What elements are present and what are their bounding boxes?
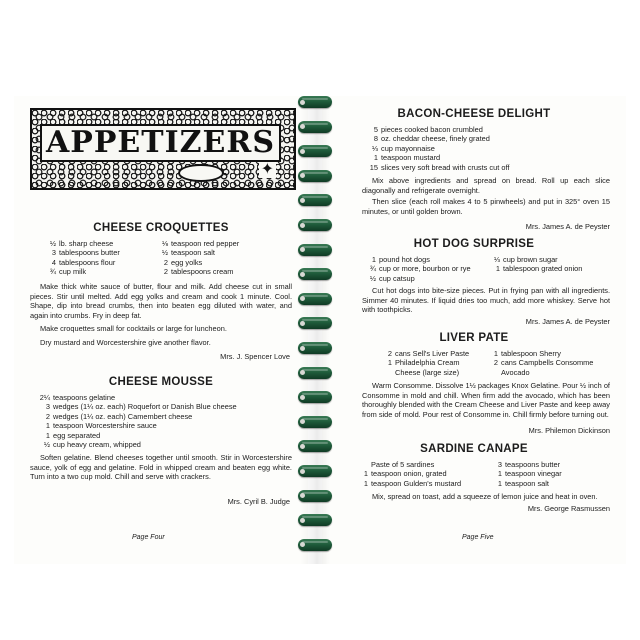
recipe-title-bacon-cheese-delight: BACON-CHEESE DELIGHT: [397, 108, 551, 120]
punch-hole: [300, 395, 305, 400]
punch-hole: [300, 321, 305, 326]
mousse-instructions: Soften gelatine. Blend cheeses together until smooth. Stir in Worcestershire sauce, yolk of egg and gelatine. Fold in whipped cream and beaten egg white. Turn into a two cup mold. Chill and serve with crackers.: [30, 453, 292, 482]
hotdog-instructions: Cut hot dogs into bite-size pieces. Put in frying pan with all ingredients. Simmer 40 minutes. If liquid dries too much, add more whiskey. Serve hot with toothpicks.: [362, 286, 610, 315]
ingredient: ½ lb. sharp cheese: [49, 239, 114, 248]
hotdog-ingredients-col2: [492, 255, 582, 274]
bacon-instructions: Mix above ingredients and spread on bread. Roll up each slice diagonally and refrigerate overnight.: [362, 176, 610, 195]
ingredient: 1 teaspoon salt: [497, 478, 549, 488]
spiral-binding: [298, 90, 334, 570]
croquettes-ingredients-col2: [160, 239, 239, 277]
punch-hole: [300, 469, 305, 474]
left-page: [14, 96, 308, 564]
punch-hole: [300, 444, 305, 449]
punch-hole: [300, 223, 305, 228]
recipe-signature: Mrs. Cyril B. Judge: [227, 497, 290, 506]
ingredient: 2 cans Campbells Consomme: [493, 358, 594, 368]
ingredient: 2 cans Sell's Liver Paste: [387, 349, 470, 358]
right-page: [322, 96, 626, 564]
ingredient: 1 teaspoon Gulden's mustard: [363, 478, 462, 488]
ingredient: 3 wedges (1¼ oz. each) Roquefort or Danish Blue cheese: [45, 402, 237, 412]
bacon-ingredients: [368, 125, 509, 172]
ingredient: ⅓ cup mayonnaise: [371, 143, 435, 153]
ingredient: 3 tablespoons butter: [51, 248, 120, 258]
recipe-title-liver-pate: LIVER PATE: [439, 332, 509, 344]
ingredient: 3 teaspoons butter: [497, 460, 561, 469]
ingredient: Cheese (large size): [395, 367, 460, 377]
recipe-signature: Mrs. George Rasmussen: [527, 504, 610, 513]
hotdog-ingredients-col1: [368, 255, 471, 283]
punch-hole: [300, 272, 305, 277]
ingredient: ½ cup heavy cream, whipped: [43, 440, 141, 450]
ingredient: 2 wedges (1¼ oz. each) Camembert cheese: [45, 411, 193, 421]
recipe-signature: Mrs. Philemon Dickinson: [528, 426, 610, 435]
ingredient: 8 oz. cheddar cheese, finely grated: [373, 134, 490, 144]
ingredient: ⅓ cup brown sugar: [493, 255, 558, 264]
ingredient: 1 teaspoon vinegar: [497, 469, 562, 479]
liverpate-instructions: Warm Consomme. Dissolve 1½ packages Knox Gelatine. Pour ½ inch of Consomme in mold and chill. When firm add the avocado, which has been thoroughly blended with the Cream Cheese and Liver Paste and keep away from side of mold. Pour rest of Consomme in. Chill firmly before turning out.: [362, 381, 610, 419]
ingredient: 1 Philadelphia Cream: [387, 358, 460, 368]
ingredient: 1 tablespoon grated onion: [495, 264, 583, 274]
recipe-title-sardine-canape: SARDINE CANAPE: [420, 443, 528, 455]
punch-hole: [300, 518, 305, 523]
ingredient: 1 teaspoon mustard: [373, 153, 441, 163]
croquettes-note: Make croquettes small for cocktails or large for luncheon.: [40, 324, 227, 333]
croquettes-ingredients-col1: [46, 239, 120, 277]
appetizers-banner: [30, 108, 296, 190]
mousse-ingredients: [36, 393, 237, 449]
page-number: Page Four: [132, 534, 165, 541]
sardine-ingredients-col2: [496, 460, 562, 488]
banner-title: APPETIZERS: [40, 124, 281, 162]
recipe-title-hot-dog-surprise: HOT DOG SURPRISE: [413, 238, 535, 250]
ingredient: 1 pound hot dogs: [371, 255, 430, 264]
candle-decoration-icon: ✦: [260, 161, 274, 178]
ingredient: Paste of 5 sardines: [371, 460, 435, 469]
ingredient: 1 egg separated: [45, 430, 101, 440]
recipe-title-cheese-mousse: CHEESE MOUSSE: [108, 376, 214, 388]
recipe-signature: Mrs. James A. de Peyster: [525, 317, 610, 326]
ingredient: 1 teaspoon Worcestershire sauce: [45, 421, 157, 431]
sardine-instructions: Mix, spread on toast, add a squeeze of lemon juice and heat in oven.: [372, 492, 598, 501]
ingredient: 2 egg yolks: [163, 257, 203, 267]
liverpate-ingredients-col2: [490, 349, 593, 377]
ingredient: 2¼ teaspoons gelatine: [39, 393, 116, 402]
croquettes-instructions: Make thick white sauce of butter, flour and milk. Add cheese cut in small pieces. Stir until melted. Add egg yolks and cream and cook 1 minute. Cool. Shape, dip into bread crumbs, then into beaten egg diluted with water, and again into crumbs. Fry in deep fat.: [30, 282, 292, 320]
punch-hole: [300, 346, 305, 351]
croquettes-note: Dry mustard and Worcestershire give another flavor.: [40, 338, 211, 347]
sardine-ingredients-col1: [362, 460, 461, 488]
ingredient: ⅛ teaspoon red pepper: [161, 239, 240, 248]
plate-illustration-icon: [178, 164, 224, 182]
ingredient: 2 tablespoons cream: [163, 267, 234, 277]
bacon-instructions: Then slice (each roll makes 4 to 5 pinwheels) and put in 325° oven 15 minutes, or until golden brown.: [362, 197, 610, 216]
punch-hole: [300, 149, 305, 154]
ingredient: Avocado: [501, 367, 530, 377]
liverpate-ingredients-col1: [384, 349, 469, 377]
punch-hole: [300, 198, 305, 203]
ingredient: ¾ cup milk: [49, 267, 87, 277]
page-number: Page Five: [462, 534, 494, 541]
recipe-title-cheese-croquettes: CHEESE CROQUETTES: [93, 222, 229, 234]
ingredient: 5 pieces cooked bacon crumbled: [373, 125, 483, 134]
ingredient: ½ teaspoon salt: [161, 248, 215, 258]
ingredient: ¾ cup or more, bourbon or rye: [369, 264, 471, 274]
recipe-signature: Mrs. J. Spencer Love: [220, 352, 290, 361]
ingredient: 4 tablespoons flour: [51, 257, 116, 267]
ingredient: 1 tablespoon Sherry: [493, 349, 561, 358]
punch-hole: [300, 100, 305, 105]
ingredient: 15 slices very soft bread with crusts cut off: [369, 162, 510, 172]
ingredient: 1 teaspoon onion, grated: [363, 469, 447, 479]
recipe-signature: Mrs. James A. de Peyster: [525, 222, 610, 231]
ingredient: ½ cup catsup: [369, 273, 415, 283]
